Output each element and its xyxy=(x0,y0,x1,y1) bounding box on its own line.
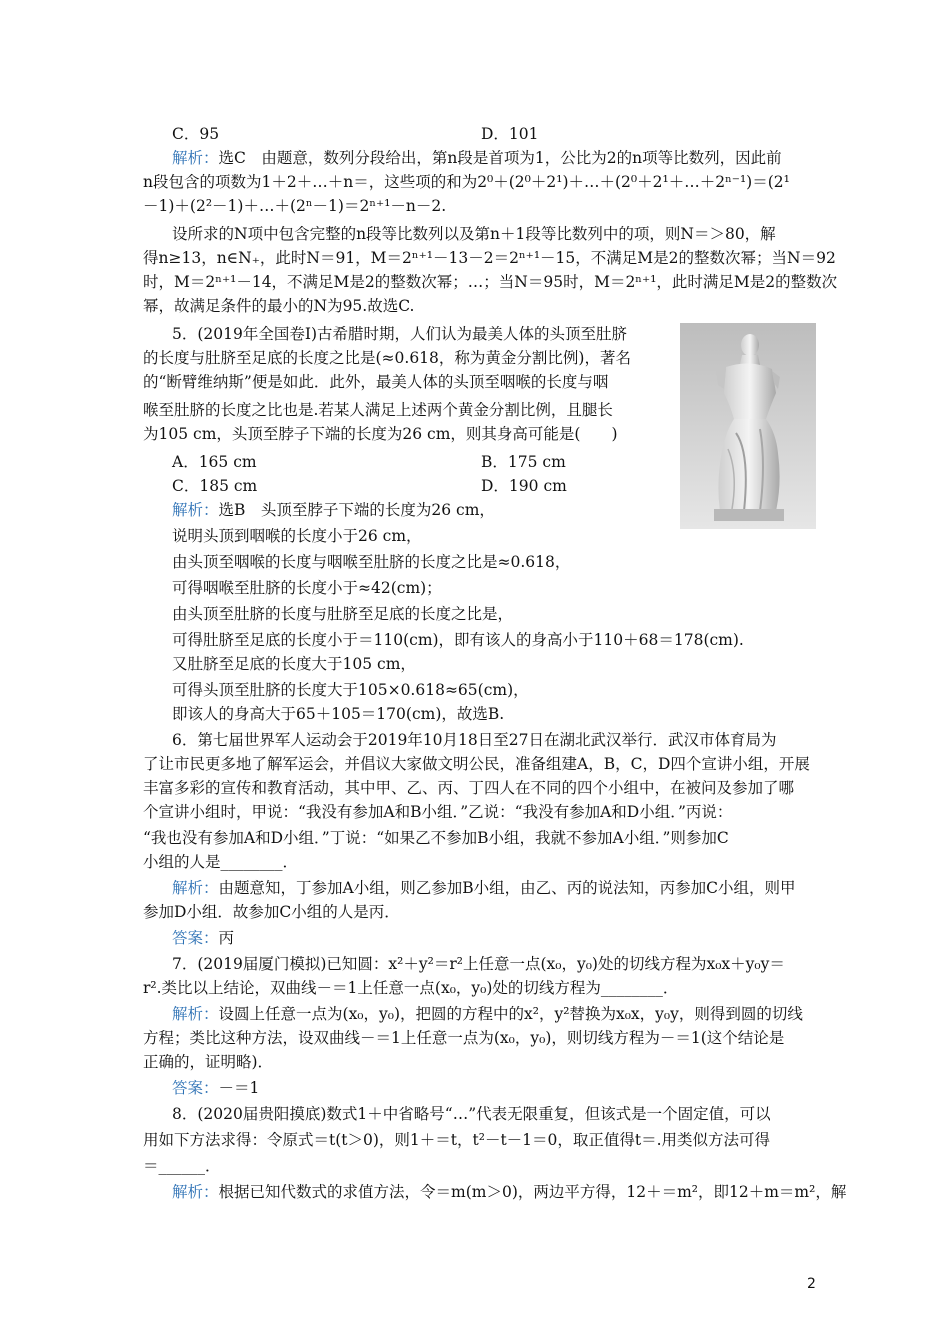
text-line xyxy=(143,778,794,798)
line-text: 又肚脐至足底的长度大于105 cm， xyxy=(172,655,416,673)
line-text: 即该人的身高大于65＋105＝170(cm)，故选B. xyxy=(172,705,505,723)
line-text: D．190 cm xyxy=(481,477,567,495)
line-text: 丙 xyxy=(218,929,235,947)
line-text: 由题意知，丁参加A小组，则乙参加B小组，由乙、丙的说法知，丙参加C小组，则甲 xyxy=(218,879,796,897)
text-line xyxy=(143,372,608,392)
text-line xyxy=(172,654,416,674)
line-text: 参加D小组．故参加C小组的人是丙． xyxy=(143,903,400,921)
text-line xyxy=(172,704,504,724)
answer-label: 解析： xyxy=(172,1005,219,1023)
text-line xyxy=(172,1104,771,1124)
text-line xyxy=(143,978,678,998)
line-text: 为105 cm，头顶至脖子下端的长度为26 cm，则其身高可能是( ) xyxy=(143,425,618,443)
text-line xyxy=(172,954,785,974)
line-text: 的长度与肚脐至足底的长度之比是(≈0.618，称为黄金分割比例)，著名 xyxy=(143,349,631,367)
text-line xyxy=(172,324,627,344)
text-line xyxy=(143,1130,770,1150)
line-text: r².类比以上结论，双曲线－＝1上任意一点(x₀，y₀)处的切线方程为________． xyxy=(143,979,679,997)
line-text: －＝1 xyxy=(218,1079,260,1097)
line-text: 的“断臂维纳斯”便是如此．此外，最美人体的头顶至咽喉的长度与咽 xyxy=(143,373,609,391)
text-line xyxy=(172,148,782,168)
line-text: 用如下方法求得：令原式＝t(t＞0)，则1＋＝t，t²－t－1＝0，取正值得t＝.用类似方法可得 xyxy=(143,1131,771,1149)
line-text: 8．(2020届贵阳摸底)数式1＋中省略号“…”代表无限重复，但该式是一个固定值，可以 xyxy=(172,1105,771,1123)
line-text: 设圆上任意一点为(x₀，y₀)，把圆的方程中的x²，y²替换为x₀x，y₀y，则得到圆的切线 xyxy=(218,1005,803,1023)
text-line xyxy=(143,400,613,420)
text-line xyxy=(172,680,529,700)
text-line xyxy=(172,552,570,572)
text-line xyxy=(172,928,234,948)
line-text: 可得咽喉至肚脐的长度小于≈42(cm)； xyxy=(172,579,442,597)
text-line xyxy=(143,1052,273,1072)
text-line xyxy=(172,604,513,624)
text-line xyxy=(143,172,790,192)
line-text: 小组的人是________． xyxy=(143,853,299,871)
text-line xyxy=(172,124,219,144)
line-text: 个宣讲小组时，甲说：“我没有参加A和B小组．”乙说：“我没有参加A和D小组．”丙说： xyxy=(143,803,733,821)
text-line xyxy=(143,248,836,268)
text-line xyxy=(143,272,837,292)
text-line xyxy=(172,1004,803,1024)
line-text: B．175 cm xyxy=(481,453,566,471)
line-text: 了让市民更多地了解军运会，并倡议大家做文明公民，准备组建A，B，C，D四个宣讲小组，开展 xyxy=(143,755,810,773)
line-text: 可得头顶至肚脐的长度大于105×0.618≈65(cm)， xyxy=(172,681,529,699)
text-line xyxy=(143,1028,784,1048)
answer-label: 答案： xyxy=(172,929,219,947)
line-text: 喉至肚脐的长度之比也是.若某人满足上述两个黄金分割比例，且腿长 xyxy=(143,401,613,419)
answer-label: 解析： xyxy=(172,149,219,167)
line-text: －1)＋(2²－1)＋…＋(2ⁿ－1)＝2ⁿ⁺¹－n－2. xyxy=(143,197,447,215)
text-line xyxy=(481,476,567,496)
line-text: 由头顶至肚脐的长度与肚脐至足底的长度之比是， xyxy=(172,605,514,623)
text-line xyxy=(481,124,539,144)
text-line xyxy=(172,452,257,472)
text-line xyxy=(143,1156,221,1176)
text-line xyxy=(143,196,446,216)
line-text: 选C 由题意，数列分段给出，第n段是首项为1，公比为2的n项等比数列，因此前 xyxy=(218,149,782,167)
line-text: 设所求的N项中包含完整的n段等比数列以及第n＋1段等比数列中的项，则N＝＞80，解 xyxy=(172,225,776,243)
line-text: 选B 头顶至脖子下端的长度为26 cm， xyxy=(218,501,495,519)
answer-label: 解析： xyxy=(172,879,219,897)
line-text: C．185 cm xyxy=(172,477,258,495)
line-text: 由头顶至咽喉的长度与咽喉至肚脐的长度之比是≈0.618， xyxy=(172,553,571,571)
venus-statue-photo xyxy=(680,323,816,529)
text-line xyxy=(172,730,776,750)
line-text: A．165 cm xyxy=(172,453,257,471)
text-line xyxy=(143,754,810,774)
line-text: 根据已知代数式的求值方法，令＝m(m＞0)，两边平方得，12＋＝m²，即12＋m＝m²，解 xyxy=(218,1183,847,1201)
line-text: 说明头顶到咽喉的长度小于26 cm， xyxy=(172,527,422,545)
text-line xyxy=(481,452,566,472)
line-text: ＝______． xyxy=(143,1157,221,1175)
text-line xyxy=(143,424,618,444)
text-line xyxy=(172,476,257,496)
answer-label: 解析： xyxy=(172,501,219,519)
line-text: “我也没有参加A和D小组．”丁说：“如果乙不参加B小组，我就不参加A小组．”则参加C xyxy=(143,829,729,847)
text-line xyxy=(172,1182,846,1202)
text-line xyxy=(143,802,732,822)
line-text: 得n≥13，n∈N₊，此时N＝91，M＝2ⁿ⁺¹－13－2＝2ⁿ⁺¹－15，不满足M是2的整数次幂；当N＝92 xyxy=(143,249,836,267)
text-line xyxy=(172,500,495,520)
text-line xyxy=(172,578,442,598)
line-text: 幂，故满足条件的最小的N为95.故选C. xyxy=(143,297,415,315)
line-text: 6．第七届世界军人运动会于2019年10月18日至27日在湖北武汉举行．武汉市体育局为 xyxy=(172,731,777,749)
text-line xyxy=(172,630,744,650)
text-line xyxy=(172,526,422,546)
page-number: 2 xyxy=(807,1276,816,1292)
text-line xyxy=(143,852,298,872)
text-line xyxy=(143,348,631,368)
text-line xyxy=(143,828,729,848)
line-text: 5．(2019年全国卷Ⅰ)古希腊时期，人们认为最美人体的头顶至肚脐 xyxy=(172,325,628,343)
answer-label: 解析： xyxy=(172,1183,219,1201)
answer-label: 答案： xyxy=(172,1079,219,1097)
line-text: 可得肚脐至足底的长度小于＝110(cm)，即有该人的身高小于110＋68＝178(cm). xyxy=(172,631,744,649)
text-line xyxy=(143,902,400,922)
statue-image xyxy=(680,323,816,529)
line-text: n段包含的项数为1＋2＋…＋n＝，这些项的和为2⁰＋(2⁰＋2¹)＋…＋(2⁰＋2¹＋…＋2ⁿ⁻¹)＝(2¹ xyxy=(143,173,790,191)
line-text: 时，M＝2ⁿ⁺¹－14，不满足M是2的整数次幂；…；当N＝95时，M＝2ⁿ⁺¹，此时满足M是2的整数次 xyxy=(143,273,838,291)
line-text: 正确的，证明略)． xyxy=(143,1053,274,1071)
text-line xyxy=(172,878,795,898)
text-line xyxy=(143,296,414,316)
line-text: 方程；类比这种方法，设双曲线－＝1上任意一点为(x₀，y₀)，则切线方程为－＝1(这个结论是 xyxy=(143,1029,785,1047)
line-text: 7．(2019届厦门模拟)已知圆：x²＋y²＝r²上任意一点(x₀，y₀)处的切线方程为x₀x＋y₀y＝ xyxy=(172,955,785,973)
text-line xyxy=(172,224,776,244)
line-text: 丰富多彩的宣传和教育活动，其中甲、乙、丙、丁四人在不同的四个小组中，在被问及参加了哪 xyxy=(143,779,795,797)
line-text: D．101 xyxy=(481,125,539,143)
line-text: C．95 xyxy=(172,125,220,143)
text-line xyxy=(172,1078,259,1098)
